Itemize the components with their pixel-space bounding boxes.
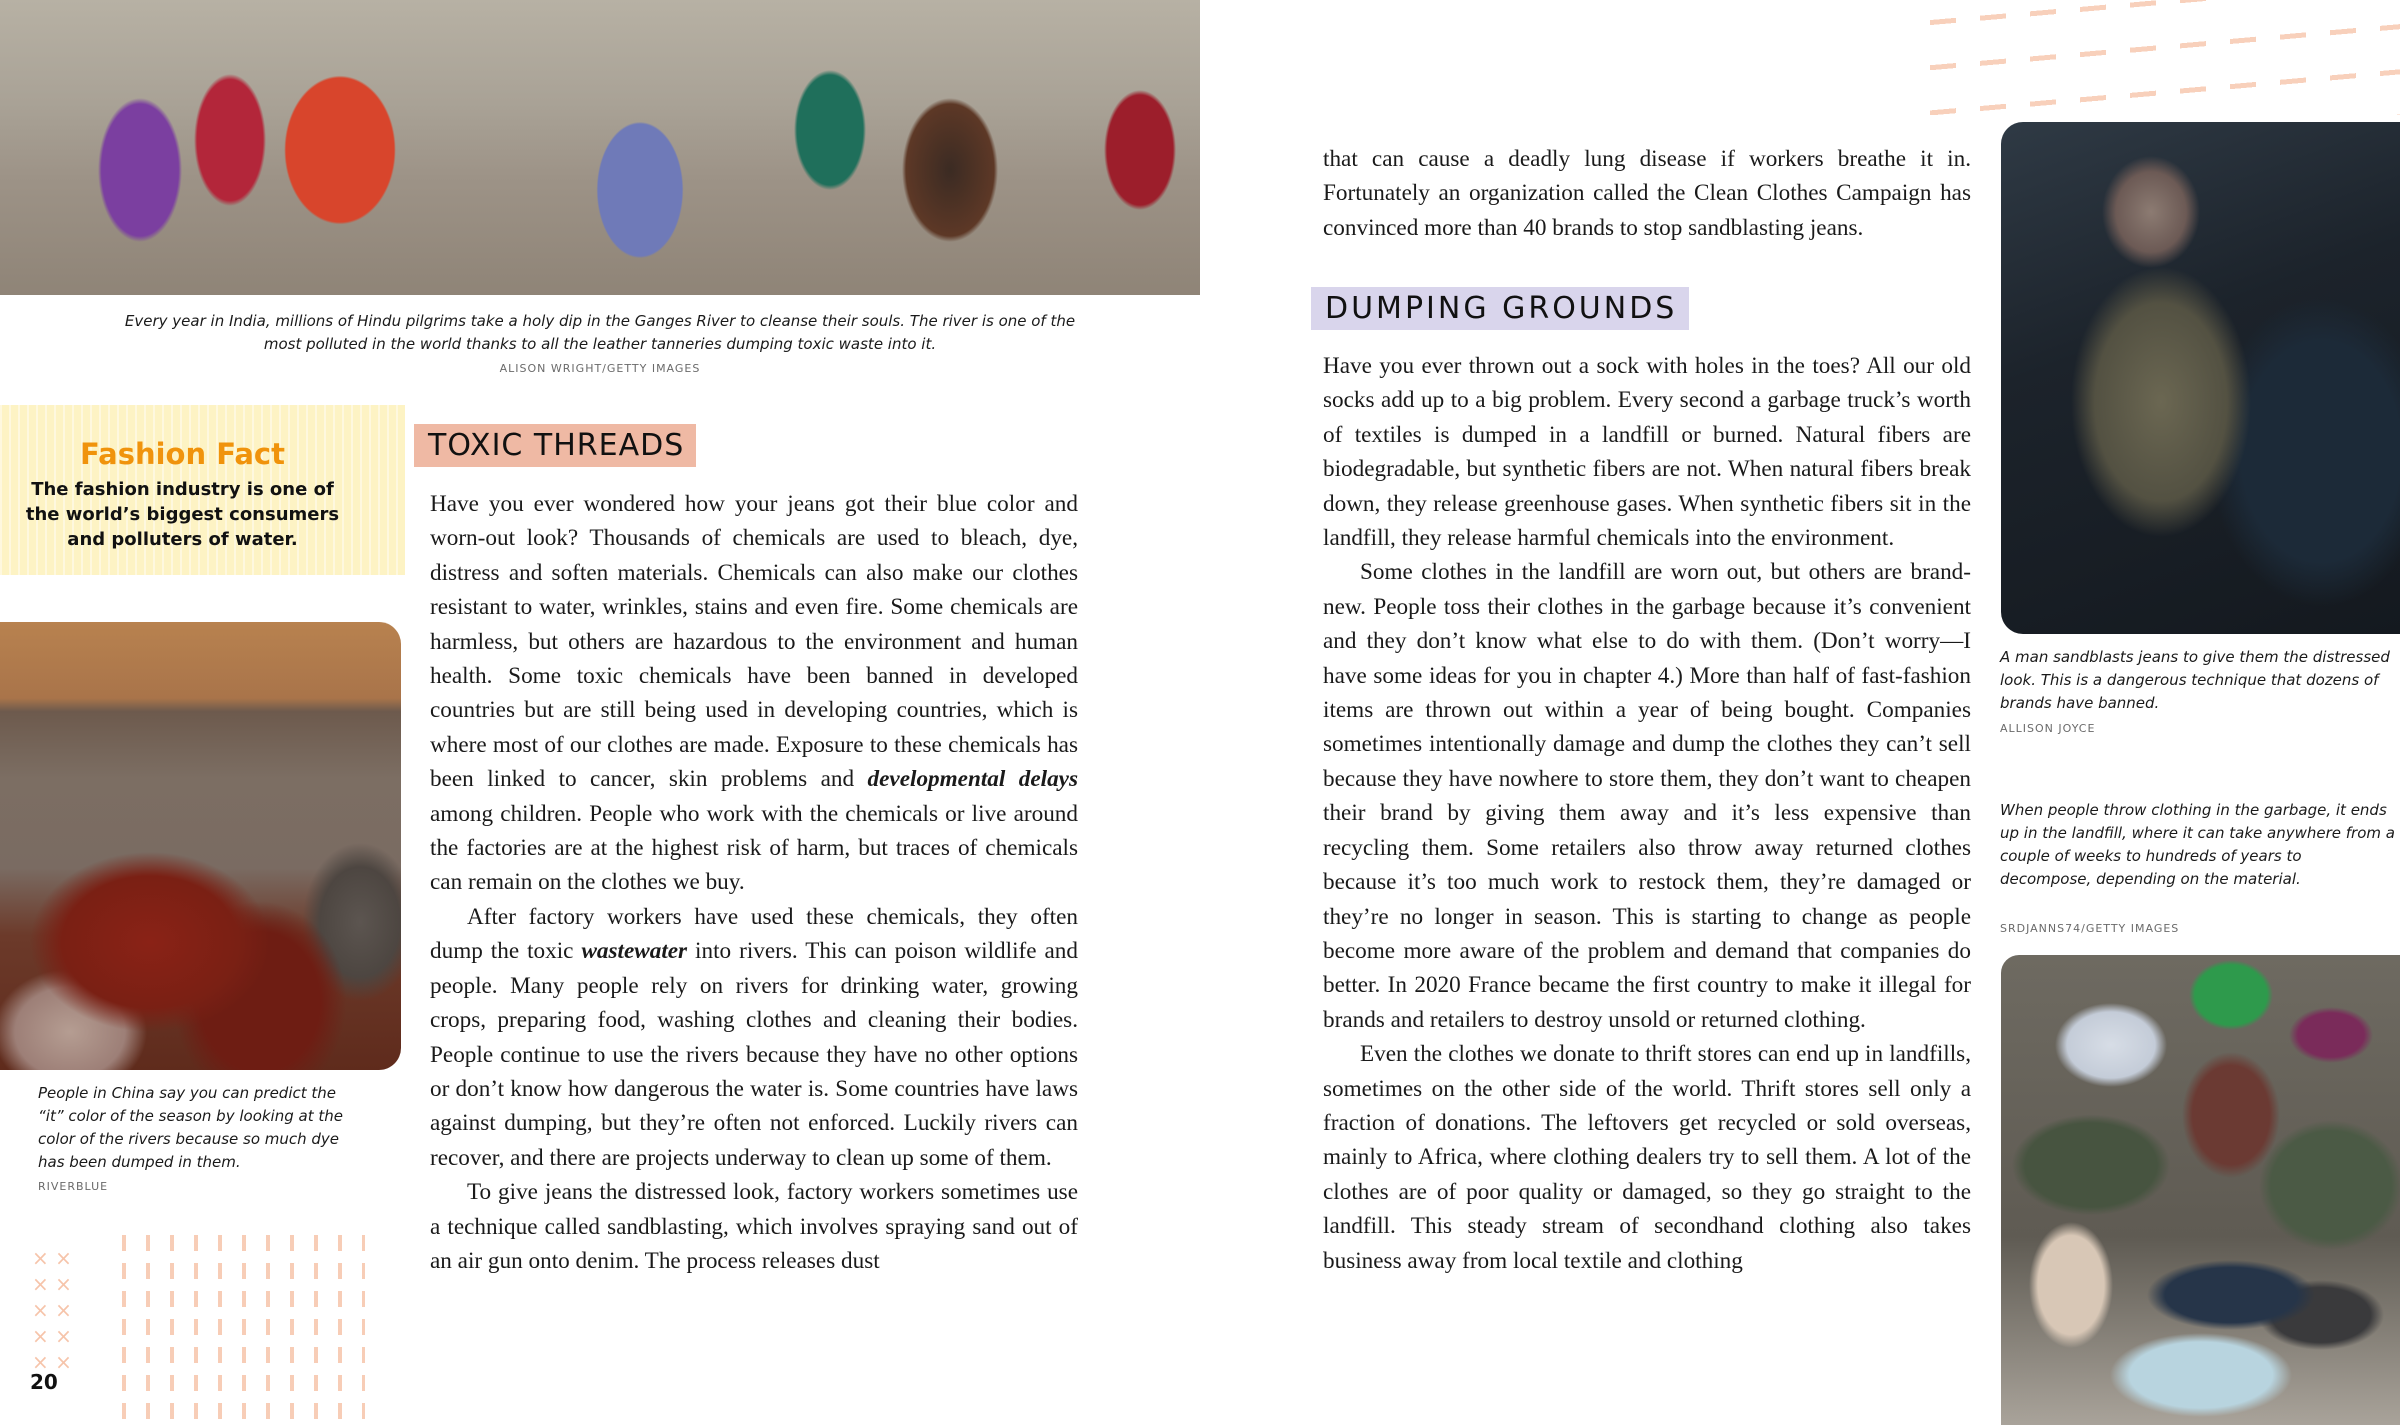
photo-credit-river: RIVERBLUE [38,1180,109,1193]
glossary-term: developmental delays [867,766,1078,793]
paragraph: Have you ever thrown out a sock with holes in the toes? All our old socks add up to a big problem. Every second a garbage truck’s worth of textiles is dumped in a landfill or burned. Natural fibers are biodegradable, but synthetic fibers are not. When natural fibers break down, they release greenhouse gases. When synthetic fibers sit in the landfill, they release harmful chemicals into the environment. [1323,353,1971,552]
paragraph: Have you ever wondered how your jeans got their blue color and worn-out look? Thousands of chemicals are used to bleach, dye, distress and soften materials. Chemicals can also make our clothes resistant to water, wrinkles, stains and even fire. Some chemicals are harmless, but others are hazardous to the environment and human health. Some toxic chemicals have been banned in developed countries but are still being used in developing countries, which is where most of our clothes are made. Exposure to these chemicals has been linked to cancer, skin problems and developmental delays among children. People who work with the chemicals or live around the factories are at the highest risk of harm, but traces of chemicals can remain on the clothes we buy. [430,491,1078,896]
photo-caption-clothes: When people throw clothing in the garbage, it ends up in the landfill, where it can take anywhere from a couple of weeks to hundreds of years to decompose, depending on the material. [2000,801,2395,888]
photo-discarded-clothes-pile [2001,955,2400,1425]
fashion-fact-text: The fashion industry is one of the world’s biggest consumers and polluters of water. [25,479,340,550]
photo-credit-sandblast: ALLISON JOYCE [2000,722,2096,735]
paragraph: Even the clothes we donate to thrift stores can end up in landfills, sometimes on the other side of the world. Thrift stores sell only a fraction of donations. The leftovers get recycled or sold overseas, mainly to Africa, where clothing dealers try to sell them. A lot of the clothes are of poor quality or damaged, so they go straight to the landfill. This steady stream of secondhand clothing also takes business away from local textile and clothing [1323,1041,1971,1274]
photo-credit-clothes: SRDJANNS74/GETTY IMAGES [2000,922,2180,935]
photo-sandblasting-worker [2001,122,2400,634]
glossary-term: wastewater [581,938,688,965]
paragraph: To give jeans the distressed look, factory workers sometimes use a technique called sandblasting, which involves spraying sand out of an air gun onto denim. The process releases dust [430,1179,1078,1274]
decorative-x-pattern: × × × × × × × × × × [32,1246,72,1374]
article-column-continuation [1323,142,1971,245]
decorative-dash-pattern [1930,0,2400,115]
photo-credit-ganges: ALISON WRIGHT/GETTY IMAGES [499,362,701,375]
section-heading-toxic-threads: TOXIC THREADS [414,424,696,467]
paragraph: Some clothes in the landfill are worn out, but others are brand-new. People toss their clothes in the garbage because it’s convenient and they don’t know what else to do with them. (Don’t worry—I have some ideas for you in chapter 4.) More than half of fast-fashion items are thrown out within a year of being bought. Companies sometimes intentionally damage and dump the clothes they can’t sell because they have nowhere to store them, they don’t want to cheapen their brand by giving them away and it’s less expensive than recycling them. Some retailers also throw away returned clothes because it’s too much work to restock them, they’re damaged or they’re no longer in season. This is starting to change as people become more aware of the problem and demand that companies do better. In 2020 France became the first country to make it illegal for brands and retailers to destroy unsold or returned clothing. [1323,559,1971,1033]
fashion-fact-title: Fashion Fact [80,437,285,471]
photo-caption-river: People in China say you can predict the “it” color of the season by looking at the color of the rivers because so much dye has been dumped in them. [38,1084,343,1171]
photo-ganges-pilgrims [0,0,1200,295]
photo-caption-sandblast: A man sandblasts jeans to give them the distressed look. This is a dangerous technique that dozens of brands have banned. [2000,648,2390,712]
paragraph: that can cause a deadly lung disease if workers breathe it in. Fortunately an organization called the Clean Clothes Campaign has convinced more than 40 brands to stop sandblasting jeans. [1323,146,1971,241]
decorative-tick-pattern [110,1235,365,1425]
photo-caption-ganges: Every year in India, millions of Hindu pilgrims take a holy dip in the Ganges River to cleanse their souls. The river is one of the most polluted in the world thanks to all the leather tanneries dumping toxic waste into it. [124,312,1076,353]
section-heading-dumping-grounds: DUMPING GROUNDS [1311,287,1689,330]
article-column-toxic-threads [430,487,1078,1278]
page-number: 20 [30,1370,58,1394]
fashion-fact-box [0,405,405,575]
paragraph: After factory workers have used these chemicals, they often dump the toxic wastewater into rivers. This can poison wildlife and people. Many people rely on rivers for drinking water, growing crops, preparing food, washing clothes and cleaning their bodies. People continue to use the rivers because they have no other options or don’t know how dangerous the water is. Some countries have laws against dumping, but they’re often not enforced. Luckily rivers can recover, and there are projects underway to clean up some of them. [430,903,1078,1171]
article-column-dumping-grounds [1323,349,1971,1278]
photo-polluted-river [0,622,401,1070]
